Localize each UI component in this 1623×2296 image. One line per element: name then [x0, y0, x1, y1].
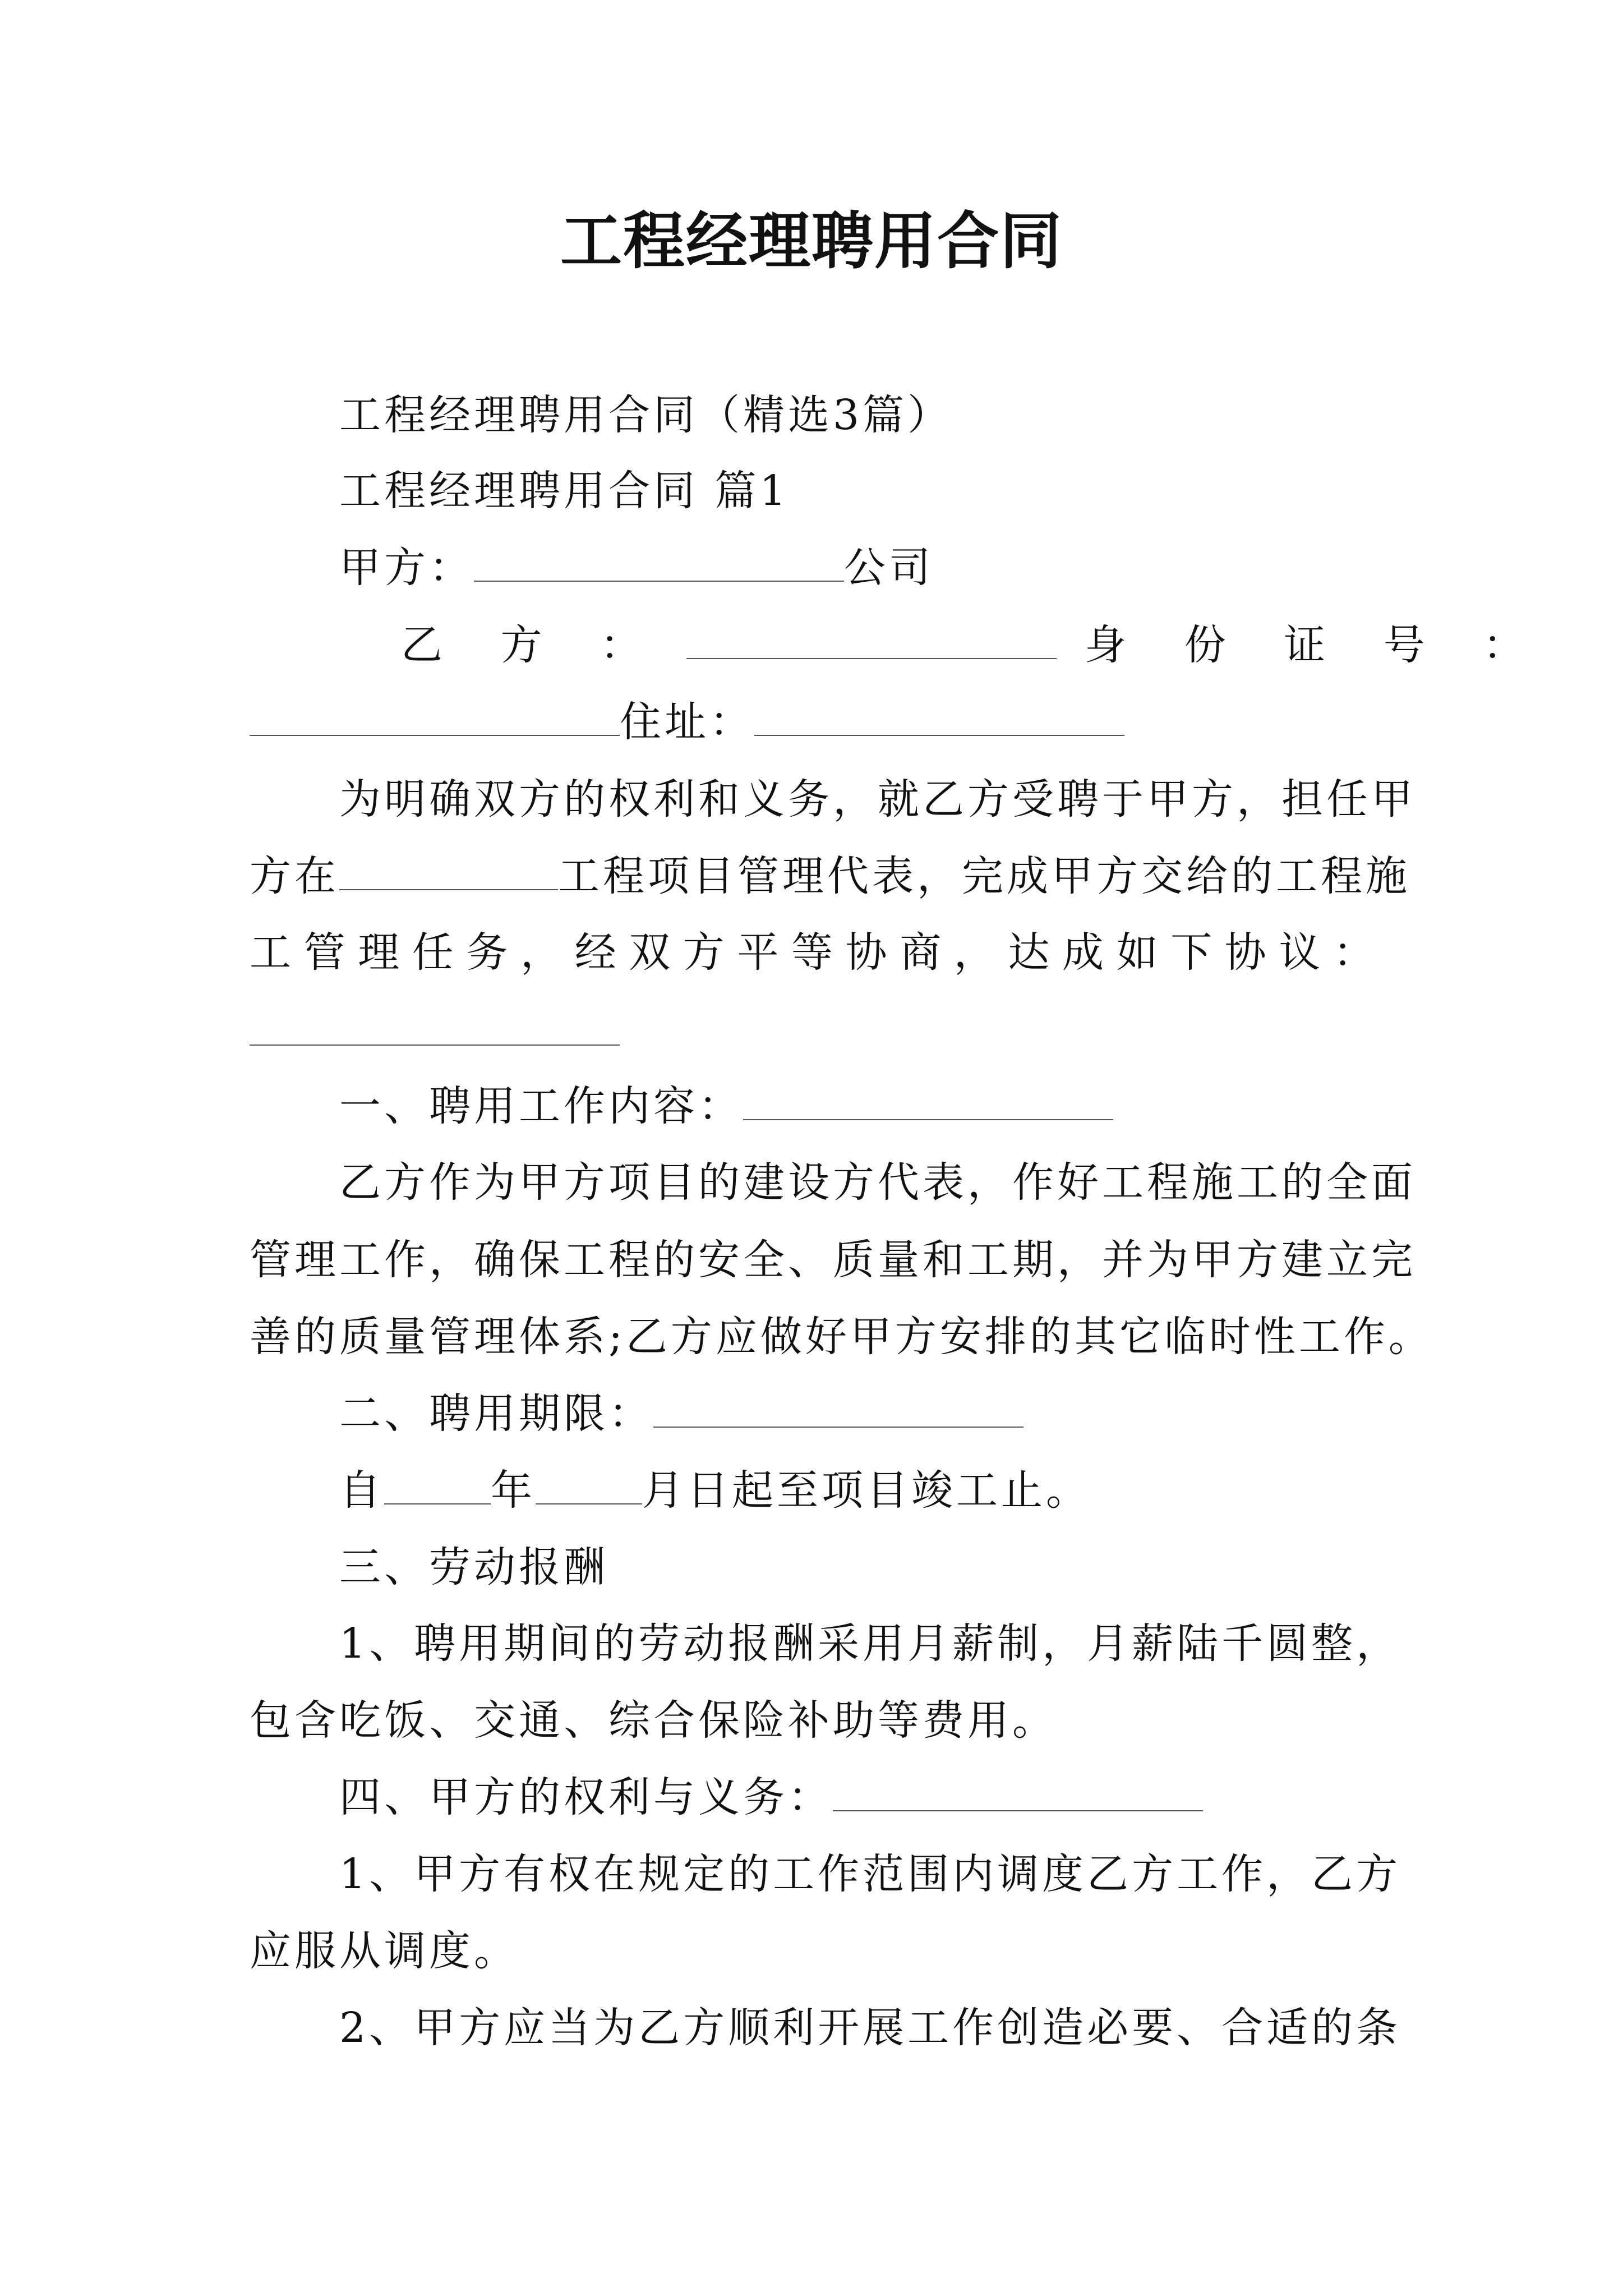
sec4-item-2-line-1: 2、甲方应当为乙方顺利开展工作创造必要、合适的条 [339, 2004, 1401, 2052]
sec4-heading-line [339, 1769, 1467, 1825]
intro-line-2 [250, 848, 1410, 904]
agreement-blank [250, 1045, 620, 1046]
party-a-suffix: 公司 [844, 544, 934, 592]
year-blank [384, 1469, 491, 1504]
id-number-blank [250, 700, 620, 736]
sec1-heading-line [339, 1078, 1467, 1134]
term-year: 年 [491, 1466, 536, 1515]
project-name-blank [339, 854, 558, 890]
intro-line-2-start: 方在 [250, 852, 339, 900]
intro-line-2-end: 工程项目管理代表，完成甲方交给的工程施 [558, 852, 1410, 900]
sec4-item-1-line-1: 1、甲方有权在规定的工作范围内调度乙方工作，乙方 [339, 1850, 1401, 1898]
sec3-line-1: 1、聘用期间的劳动报酬采用月薪制，月薪陆千圆整， [339, 1619, 1401, 1668]
sec2-blank [653, 1392, 1023, 1428]
sec2-heading: 二、聘用期限： [339, 1389, 653, 1438]
id-number-label: 身 份 证 号 ： [1085, 621, 1547, 669]
sec1-line-2: 管理工作，确保工程的安全、质量和工期，并为甲方建立完 [250, 1236, 1416, 1284]
party-a-blank [474, 546, 844, 582]
party-b-label: 乙 方 ： [401, 621, 665, 669]
document-title: 工程经理聘用合同 [560, 205, 1063, 277]
sec1-line-3: 善的质量管理体系;乙方应做好甲方安排的其它临时性工作。 [250, 1313, 1433, 1361]
sec1-blank [743, 1084, 1113, 1120]
term-until: 月日起至项目竣工止。 [642, 1466, 1091, 1515]
sec1-heading: 一、聘用工作内容： [339, 1082, 743, 1130]
term-from: 自 [339, 1466, 384, 1515]
address-blank [754, 700, 1124, 736]
party-a-line [339, 540, 1467, 596]
sec3-heading: 三、劳动报酬 [339, 1543, 608, 1591]
address-line [250, 694, 1377, 750]
sec4-item-1-line-2: 应服从调度。 [250, 1927, 519, 1975]
intro-line-3: 工管理任务，经双方平等协商，达成如下协议： [250, 928, 1377, 977]
sec4-heading: 四、甲方的权利与义务： [339, 1773, 833, 1821]
party-b-blank [686, 623, 1057, 659]
month-blank [536, 1469, 642, 1504]
sec2-term-line [339, 1462, 1467, 1519]
party-a-label: 甲方： [339, 544, 474, 592]
sec4-blank [833, 1775, 1203, 1811]
sec1-line-1: 乙方作为甲方项目的建设方代表，作好工程施工的全面 [339, 1158, 1416, 1207]
intro-line-1: 为明确双方的权利和义务，就乙方受聘于甲方，担任甲 [339, 775, 1416, 823]
subtitle: 工程经理聘用合同（精选3篇） [339, 391, 953, 439]
sec3-line-2: 包含吃饭、交通、综合保险补助等费用。 [250, 1696, 1057, 1745]
address-label: 住址： [620, 698, 754, 746]
sec2-heading-line [339, 1386, 1467, 1442]
part-heading: 工程经理聘用合同 篇1 [339, 467, 790, 515]
party-b-line [250, 617, 1547, 673]
